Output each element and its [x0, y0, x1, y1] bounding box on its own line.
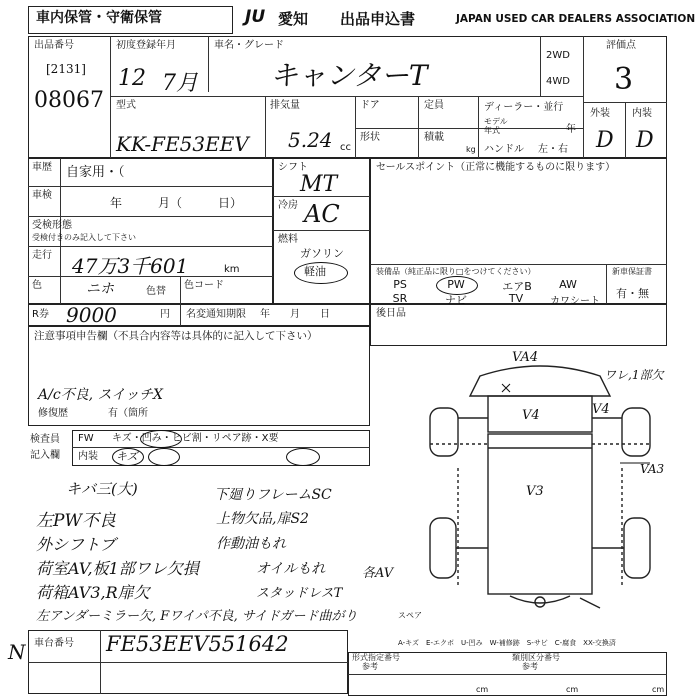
assoc-name: JAPAN USED CAR DEALERS ASSOCIATION [456, 13, 696, 25]
diag-v4b: V4 [592, 402, 610, 417]
hw-right-6: 各AV [362, 566, 394, 581]
usage-value: 自家用・（ [66, 165, 125, 180]
side-mark: N [8, 640, 26, 664]
interior-row-label: 内装 [78, 451, 98, 462]
shift-value: MT [300, 172, 338, 197]
model-value: KK-FE53EEV [116, 132, 249, 156]
hw-left-4: 荷室AV,板1部ワレ欠損 [36, 559, 199, 578]
equip-tv: TV [508, 292, 524, 305]
color-code-label: 色コード [184, 280, 224, 291]
2wd-label: 2WD [546, 50, 570, 61]
form-title: 出品申込書 [340, 10, 416, 28]
first-reg-label: 初度登録年月 [116, 40, 176, 51]
r-ticket-label: R券 [32, 309, 49, 320]
spare-label: スペア [398, 611, 422, 620]
equip-pw: PW [447, 278, 465, 291]
hw-right-4: オイルもれ [256, 561, 326, 577]
capacity-label: 定員 [424, 100, 444, 111]
diag-ware: ワレ,1部欠 [604, 368, 664, 382]
rear-box [370, 304, 667, 346]
warranty-value: 有・無 [616, 287, 649, 300]
inspection-date: 年 月（ 日） [110, 196, 243, 210]
class-cert-ref: 参考 [522, 662, 538, 671]
displacement-label: 排気量 [270, 100, 300, 111]
sales-points-label: セールスポイント（正常に機能するものに限ります） [376, 162, 616, 173]
ship-label: 受検形態 [32, 220, 72, 231]
interior-value: D [636, 128, 654, 153]
diesel-circle [294, 262, 348, 284]
model-cert-label: 形式指定番号 [352, 653, 400, 662]
model-cert-ref: 参考 [362, 662, 378, 671]
chassis-label: 車台番号 [34, 638, 74, 649]
equip-sr: SR [392, 292, 408, 305]
notes-title: 注意事項申告欄（不具合内容等は具体的に記入して下さい） [34, 330, 318, 342]
name-change-label: 名変通知期限 [186, 309, 246, 320]
model-label: 型式 [116, 100, 136, 111]
equip-label: 装備品（純正品に限り□をつけてください） [376, 267, 536, 276]
hw-left-1: キバ三(大) [66, 480, 138, 498]
int-circle-2 [148, 448, 180, 466]
r-ticket-value: 9000 [66, 303, 117, 327]
diag-v3: V3 [526, 484, 544, 499]
ac-label: 冷房 [278, 200, 298, 211]
yen-unit: 円 [160, 309, 170, 320]
hw-right-1: 下廻りフレームSC [214, 487, 332, 503]
fw-circle [140, 430, 182, 448]
lr-label: 左・右 [538, 144, 568, 155]
chassis-value: FE53EEV551642 [106, 632, 289, 656]
year-unit: 年 [566, 124, 576, 135]
hw-left-5: 荷箱AV3,R扉欠 [36, 583, 150, 602]
hw-right-2: 上物欠品,扉S2 [216, 511, 309, 527]
equip-airbag: エアB [502, 280, 532, 293]
vehicle-diagram [410, 348, 670, 618]
warranty-label: 新車保証書 [612, 267, 652, 276]
reg-month: 7月 [162, 71, 198, 96]
interior-label: 内装 [632, 108, 652, 119]
kg-unit: kg [466, 145, 476, 154]
dealer-label: ディーラー・並行 [484, 102, 564, 113]
diag-v4a: V4 [522, 408, 540, 423]
notes-line1: A/c不良, スイッチX [38, 387, 163, 403]
equip-leather: カワシート [550, 296, 600, 307]
door-label: ドア [360, 100, 380, 111]
score-label: 評価点 [606, 40, 636, 51]
load-label: 積載 [424, 132, 444, 143]
hw-left-6: 左アンダーミラー欠, Fワイパ不良, サイドガード曲がり [36, 609, 358, 624]
mileage-label: 走行 [32, 250, 52, 261]
car-name-label: 車名・グレード [214, 40, 284, 51]
equip-navi: ナビ [445, 294, 467, 307]
displacement-value: 5.24 [288, 128, 333, 152]
vehicle-info-box [28, 158, 273, 304]
lot-bracket: [2131] [46, 62, 86, 76]
exterior-label: 外装 [590, 108, 610, 119]
cm-2: cm [566, 685, 579, 694]
storage-title: 車内保管・守衛保管 [36, 10, 162, 26]
repair-label: 修復歴 [38, 408, 68, 419]
org-name: 愛知 [278, 10, 309, 28]
diag-va4: VA4 [512, 350, 539, 365]
fw-items: キズ・凹み・ヒビ割・リペア跡・X要 [112, 433, 279, 444]
km-unit: km [224, 264, 240, 275]
handle-label: ハンドル [484, 144, 524, 155]
fw-label: FW [78, 433, 94, 444]
ship-note: 受検付きのみ記入して下さい [32, 233, 136, 242]
interior-circled: キズ [116, 450, 138, 463]
shape-label: 形状 [360, 132, 380, 143]
diesel-label: 軽油 [304, 265, 326, 278]
mileage-value: 47万3千601 [72, 254, 189, 278]
inspection-label: 車検 [32, 190, 52, 201]
model-year-label2: 年式 [484, 126, 500, 135]
entry-label: 記入欄 [30, 450, 60, 461]
diag-va3: VA3 [640, 462, 665, 476]
int-circle-1 [112, 448, 144, 466]
color-value: ニホ [86, 281, 114, 297]
score-value: 3 [614, 62, 634, 97]
exterior-value: D [596, 128, 614, 153]
rear-label: 後日品 [376, 308, 406, 319]
usage-label: 車歴 [32, 162, 52, 173]
ac-value: AC [304, 200, 340, 228]
name-change-date: 年 月 日 [260, 309, 330, 320]
lot-no-value: 08067 [34, 88, 104, 113]
equip-aw: AW [559, 278, 577, 291]
hw-left-3: 外シフトブ [36, 535, 116, 554]
reg-year: 12 [118, 66, 146, 91]
color-change-label: 色替 [146, 286, 166, 297]
hw-left-2: 左PW不良 [36, 511, 116, 531]
legend: A-キズ E-エクボ U-凹み W-補修跡 S-サビ C-腐食 XX-交換済 [398, 639, 616, 647]
fuel-label: 燃料 [278, 234, 298, 245]
4wd-label: 4WD [546, 76, 570, 87]
shift-label: シフト [278, 162, 308, 173]
hw-right-5: スタッドレスT [256, 586, 343, 601]
inspector-label: 検査員 [30, 434, 60, 445]
cc-unit: cc [340, 142, 351, 153]
equip-ps: PS [393, 278, 407, 291]
repair-value: 有（箇所 [108, 408, 148, 419]
logo: JU [245, 7, 266, 27]
hw-right-3: 作動油もれ [216, 536, 286, 552]
car-name-value: キャンターT [270, 59, 428, 92]
int-circle-3 [286, 448, 320, 466]
color-label: 色 [32, 280, 42, 291]
lot-no-label: 出品番号 [34, 40, 74, 51]
cm-3: cm [652, 685, 665, 694]
gasoline-label: ガソリン [300, 247, 344, 260]
cm-1: cm [476, 685, 489, 694]
model-year-label1: モデル [484, 117, 508, 126]
class-cert-label: 類別区分番号 [512, 653, 560, 662]
